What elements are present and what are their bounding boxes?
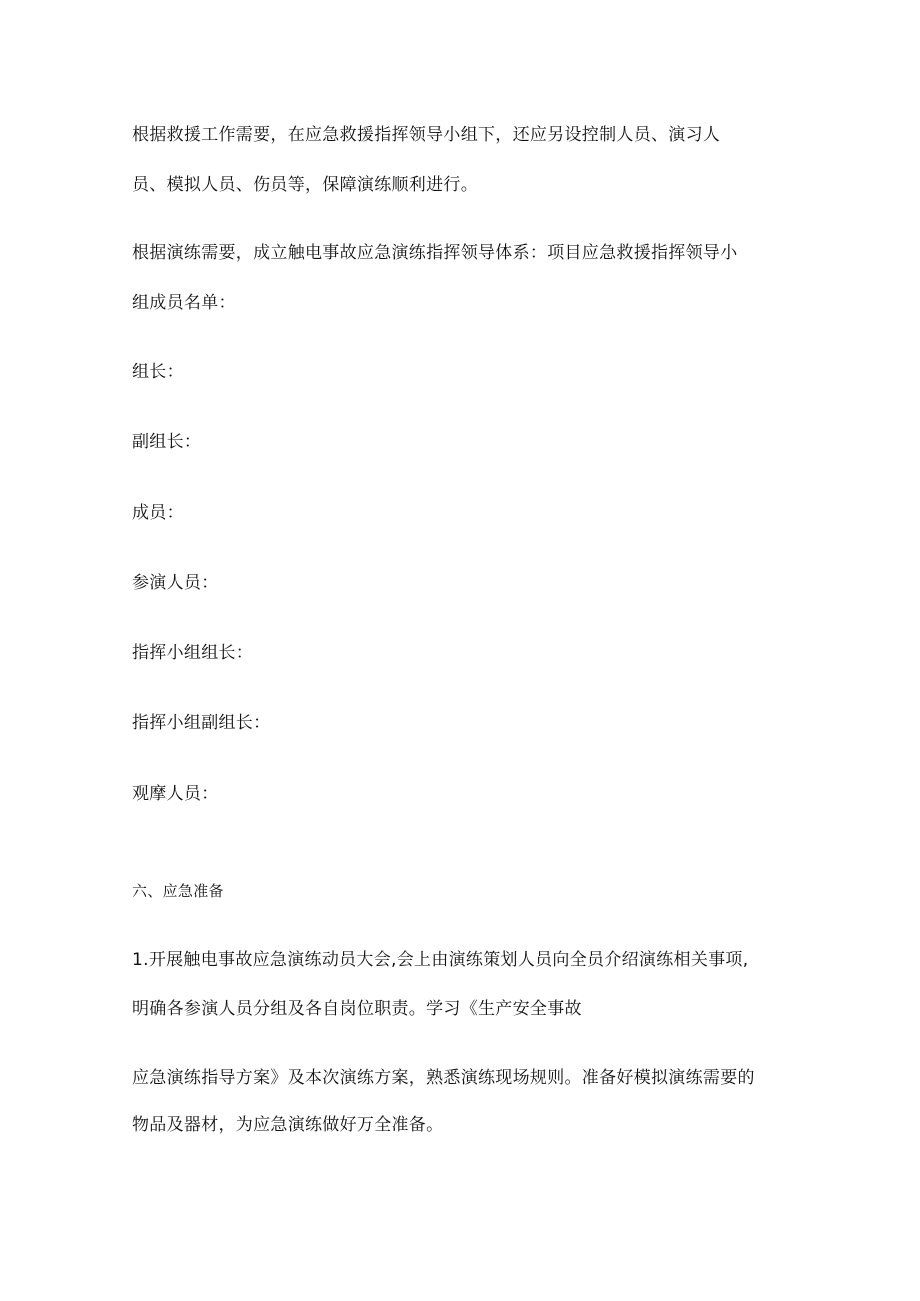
role-members: 成员： (132, 503, 184, 523)
paragraph-rescue-staffing-line-1: 根据救援工作需要，在应急救援指挥领导小组下，还应另设控制人员、演习人 (132, 125, 721, 145)
role-leader: 组长： (132, 362, 184, 382)
paragraph-command-system-line-2: 组成员名单： (132, 293, 236, 313)
paragraph-rescue-staffing-line-2: 员、模拟人员、伤员等，保障演练顺利进行。 (132, 175, 478, 195)
role-observers: 观摩人员： (132, 784, 219, 804)
section-heading-emergency-preparation: 六、应急准备 (132, 882, 224, 900)
role-participants: 参演人员： (132, 573, 219, 593)
item-1-line-4: 物品及器材，为应急演练做好万全准备。 (132, 1115, 444, 1135)
role-command-group-deputy-leader: 指挥小组副组长： (132, 713, 271, 733)
role-command-group-leader: 指挥小组组长： (132, 643, 254, 663)
role-deputy-leader: 副组长： (132, 432, 202, 452)
item-1-line-3: 应急演练指导方案》及本次演练方案，熟悉演练现场规则。准备好模拟演练需要的 (132, 1068, 755, 1088)
item-1-line-2: 明确各参演人员分组及各自岗位职责。学习《生产安全事故 (132, 999, 582, 1019)
item-1-line-1: 1.开展触电事故应急演练动员大会,会上由演练策划人员向全员介绍演练相关事项, (132, 950, 749, 970)
paragraph-command-system-line-1: 根据演练需要，成立触电事故应急演练指挥领导体系：项目应急救援指挥领导小 (132, 243, 738, 263)
